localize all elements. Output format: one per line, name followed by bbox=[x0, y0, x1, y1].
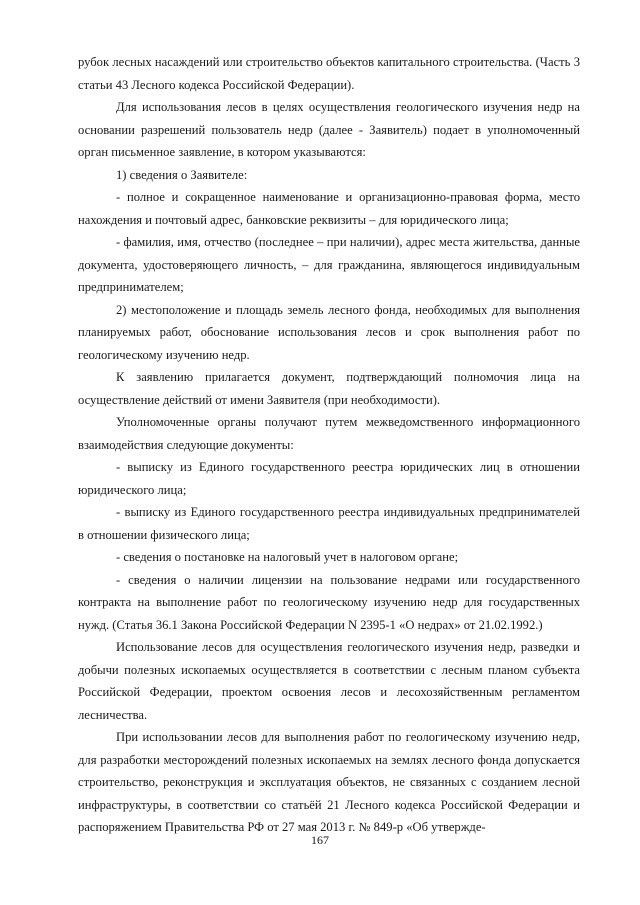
paragraph-attachment: К заявлению прилагается документ, подтверждающий полномочия лица на осуществление действий от имени Заявителя (при необходимости). bbox=[78, 370, 580, 407]
list-item-location: 2) местоположение и площадь земель лесного фонда, необходимых для выполнения планируемых работ, обоснование использования лесов и срок выполнения работ по геологическому изучению недр. bbox=[78, 302, 580, 362]
list-item-legal-entity: - полное и сокращенное наименование и организационно-правовая форма, место нахождения и почтовый адрес, банковские реквизиты – для юридического лица; bbox=[78, 190, 580, 227]
list-item-tax: - сведения о постановке на налоговый учет в налоговом органе; bbox=[116, 550, 459, 564]
list-item-license: - сведения о наличии лицензии на пользование недрами или государственного контракта на выполнение работ по геологическому изучению недр для государственных нужд. (Статья 36.1 Закона Российской Федерации N 2395-1 «О недрах» от 21.02.1992.) bbox=[78, 572, 580, 632]
paragraph-interagency: Уполномоченные органы получают путем межведомственного информационного взаимодействия следующие документы: bbox=[78, 415, 580, 452]
paragraph-application: Для использования лесов в целях осуществления геологического изучения недр на основании разрешений пользователь недр (далее - Заявитель) подает в уполномоченный орган письменное заявление, в котором указываются: bbox=[78, 100, 580, 159]
page-number: 167 bbox=[311, 833, 329, 847]
paragraph-forest-use: Использование лесов для осуществления геологического изучения недр, разведки и добычи полезных ископаемых осуществляется в соответствии с лесным планом субъекта Российской Федерации, проектом освоения лесов и лесохозяйственным регламентом лесничества. bbox=[78, 640, 580, 722]
list-item-applicant-info: 1) сведения о Заявителе: bbox=[116, 167, 248, 182]
list-item-egrip: - выписку из Единого государственного реестра индивидуальных предпринимателей в отношении физического лица; bbox=[78, 505, 580, 542]
paragraph-continuation: рубок лесных насаждений или строительство объектов капитального строительства. (Часть 3 статьи 43 Лесного кодекса Российской Федерации). bbox=[78, 55, 580, 92]
paragraph-construction: При использовании лесов для выполнения работ по геологическому изучению недр, для разработки месторождений полезных ископаемых на землях лесного фонда допускается строительство, реконструкция и эксплуатация объектов, не связанных с созданием лесной инфраструктуры, в соответствии со статьёй 21 Лесного кодекса Российской Федерации и распоряжением Правительства РФ от 27 мая 2013 г. № 849-р «Об утверждe- bbox=[78, 730, 580, 834]
list-item-egrul: - выписку из Единого государственного реестра юридических лиц в отношении юридического лица; bbox=[78, 460, 580, 497]
document-body bbox=[78, 51, 580, 839]
list-item-individual: - фамилия, имя, отчество (последнее – при наличии), адрес места жительства, данные документа, удостоверяющего личность, – для гражданина, являющегося индивидуальным предпринимателем; bbox=[78, 235, 580, 294]
